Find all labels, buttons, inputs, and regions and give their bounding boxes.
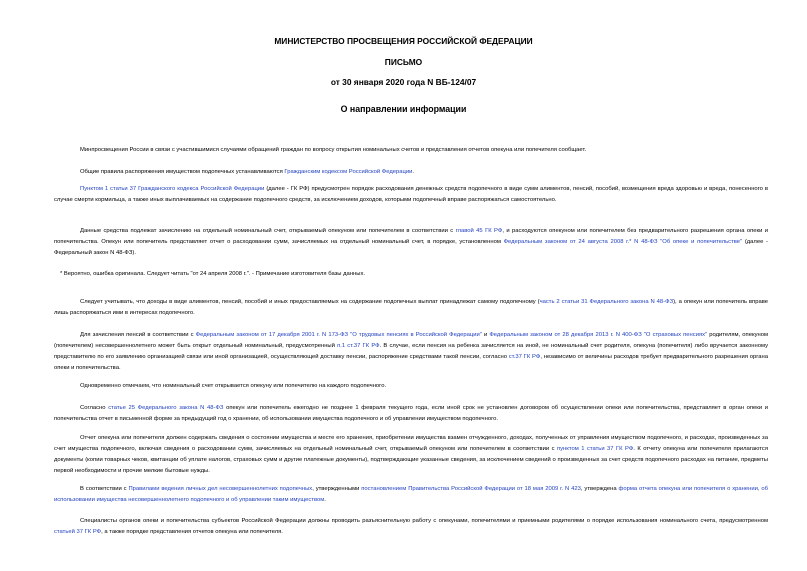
paragraph-7: Одновременно отмечаем, что номинальный счет открывается опекуну или попечителю на каждого подопечного.	[80, 383, 387, 389]
link-government-decree-423[interactable]: постановлением Правительства Российской Федерации от 18 мая 2009 г. N 423	[361, 486, 581, 492]
link-report-form[interactable]: форма отчета опекуна или попечителя о хранении, об использовании имущества несовершеннолетнего подопечного и об управлении таким имуществом	[54, 486, 768, 503]
paragraph-text: , независимо от величины расходов требует предварительного разрешения органа опеки и попечительства.	[54, 354, 768, 371]
ministry-heading: МИНИСТЕРСТВО ПРОСВЕЩЕНИЯ РОССИЙСКОЙ ФЕДЕРАЦИИ	[274, 36, 533, 46]
paragraph-text: Специалисты органов опеки и попечительства субъектов Российской Федерации должны проводить разъяснительную работу с опекунами, попечителями и приемными родителями о порядке использования номинального счета, предусмотренном	[80, 518, 768, 524]
paragraph-text: . К отчету опекуна или попечителя прилагаются документы (копии товарных чеков, квитанции об уплате налогов, страховых сумм и другие платежные документы), подтверждающие указанные сведения, за исключением сведений о произведенных за счет средств подопечного расходах на питание, предметы первой необходимости и прочие мелкие бытовые нужды.	[54, 446, 768, 474]
paragraph-11	[54, 516, 768, 538]
paragraph-text: родителям, опекуном (попечителем) несовершеннолетнего может быть открыт отдельный номинальный, предусмотренный	[54, 332, 768, 349]
paragraph-text: , утверждена	[580, 486, 619, 492]
link-gk-art37[interactable]: ст.37 ГК РФ	[508, 354, 541, 360]
paragraph-text: Для зачисления пенсий в соответствии с	[80, 332, 196, 338]
paragraph-text: .	[412, 169, 414, 175]
paragraph-text: , и расходуются опекуном или попечителем без предварительного разрешения органа опеки и попечительства. Опекун или попечитель представляет отчет о расходовании сумм, зачисляемых на отдельный номинальный счет, в порядке, установленном	[54, 228, 768, 245]
link-gk-art37-p1-b[interactable]: пунктом 1 статьи 37 ГК РФ	[556, 446, 634, 452]
paragraph-text: Отчет опекуна или попечителя должен содержать сведения о состоянии имущества и месте его хранения, приобретении имущества взамен отчужденного, доходах, полученных от управления имуществом подопечного, и расходах, произведенных за счет имущества подопечного, включая сведения о расходовании сумм, зачисляемых на отдельный номинальный счет, открываемый опекуном или попечителем в соответствии с	[54, 435, 768, 452]
paragraph-text: В соответствии с	[80, 486, 129, 492]
link-gk-art37-p1[interactable]: Пунктом 1 статьи 37 Гражданского кодекса Российской Федерации	[80, 186, 265, 192]
paragraph-9	[54, 433, 768, 477]
paragraph-text: Следует учитывать, что доходы в виде алиментов, пенсий, пособий и иных предоставляемых на содержание подопечных выплат принадлежат самому подопечному (	[80, 299, 540, 305]
paragraph-8	[54, 403, 768, 425]
paragraph-3	[54, 184, 768, 206]
paragraph-text: Общие правила распоряжения имуществом подопечных устанавливаются	[80, 169, 285, 175]
link-gk-chapter45[interactable]: главой 45 ГК РФ	[455, 228, 503, 234]
paragraph-text: опекун или попечитель ежегодно не позднее 1 февраля текущего года, если иной срок не установлен договором об осуществлении опеки или попечительства, представляет в орган опеки и попечительства отчет в письменной форме за предыдущий год о хранении, об использовании имущества подопечного и об управлении имуществом подопечного.	[54, 405, 769, 422]
paragraph-text: .	[324, 497, 326, 503]
doc-type-heading: ПИСЬМО	[384, 57, 423, 67]
paragraph-text: (далее - ГК РФ) предусмотрен порядок расходования денежных средств подопечного в виде сумм алиментов, пенсий, пособий, возмещения вреда здоровью и вреда, понесенного в случае смерти кормильца, а также иных выплачиваемых на содержание подопечного средств, за исключением доходов, которыми подопечный вправе распоряжаться самостоятельно.	[54, 186, 769, 203]
paragraph-text: , а также порядке представления отчетов опекуна или попечителя.	[101, 529, 283, 535]
paragraph-10	[54, 484, 768, 506]
link-civil-code[interactable]: Гражданским кодексом Российской Федерации	[284, 169, 413, 175]
link-law-173fz[interactable]: Федеральным законом от 17 декабря 2001 г. N 173-ФЗ "О трудовых пенсиях в Российской Федерации"	[195, 332, 482, 338]
paragraph-text: (далее - Федеральный закон N 48-ФЗ).	[54, 239, 768, 256]
paragraph-5	[54, 297, 768, 319]
paragraph-2	[54, 167, 768, 178]
date-number-heading: от 30 января 2020 года N ВБ-124/07	[330, 77, 477, 87]
paragraph-text: Данные средства подлежат зачислению на отдельный номинальный счет, открываемый опекуном или попечителем в соответствии с	[80, 228, 456, 234]
link-gk-art37-p1-short[interactable]: п.1 ст.37 ГК РФ	[337, 343, 380, 349]
link-law-48fz-art25[interactable]: статье 25 Федерального закона N 48-ФЗ	[108, 405, 224, 411]
footnote: * Вероятно, ошибка оригинала. Следует читать "от 24 апреля 2008 г.". - Примечание изготовителя базы данных.	[60, 271, 365, 277]
link-gk-art37-b[interactable]: статьей 37 ГК РФ	[54, 529, 102, 535]
link-law-48fz-art31[interactable]: часть 2 статьи 31 Федерального закона N 48-ФЗ	[539, 299, 674, 305]
link-law-400fz[interactable]: Федеральным законом от 28 декабря 2013 г. N 400-ФЗ "О страховых пенсиях"	[489, 332, 708, 338]
paragraph-text: . В случае, если пенсия на ребенка зачисляется на иной, не номинальный счет родителя, опекуна (попечителя) либо вручается законному представителю по его заявлению организацией связи или иной организацией, осуществляющей доставку пенсии, распоряжение средствами такой пенсии, согласно	[54, 343, 768, 360]
paragraph-1: Минпросвещения России в связи с участившимися случаями обращений граждан по вопросу открытия номинальных счетов и представления отчетов опекуна или попечителя сообщает.	[80, 147, 587, 153]
paragraph-text: Согласно	[80, 405, 109, 411]
paragraph-4	[54, 226, 768, 259]
paragraph-6	[54, 330, 768, 374]
paragraph-text: ), а опекун или попечитель вправе лишь распоряжаться ими в интересах подопечного.	[54, 299, 768, 316]
paragraph-text: и	[481, 332, 490, 338]
subject-heading: О направлении информации	[340, 104, 467, 114]
link-rules-personal-files[interactable]: Правилами ведения личных дел несовершеннолетних подопечных	[128, 486, 313, 492]
paragraph-text: , утвержденными	[312, 486, 362, 492]
link-law-48fz[interactable]: Федеральным законом от 24 августа 2008 г.* N 48-ФЗ "Об опеке и попечительстве"	[503, 239, 743, 245]
